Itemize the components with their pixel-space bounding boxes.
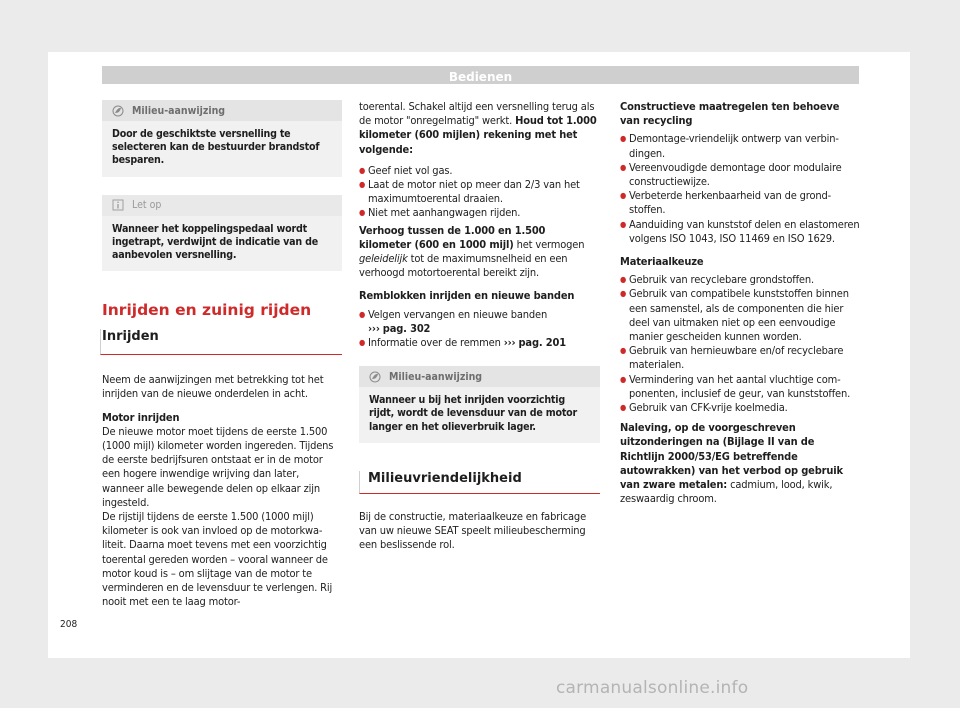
recycling-heading: Constructieve maatregelen ten behoeve van recycling	[620, 100, 840, 128]
increase-tail: tot de maximumsnelheid en een verhoogd motortoerental bereikt zijn.	[359, 252, 568, 280]
list-item	[359, 336, 600, 350]
subsection-heading-block	[100, 329, 342, 355]
reference-arrow: ›››	[503, 336, 516, 350]
list-item: ● Laat de motor niet op meer dan 2/3 van het maximumtoerental draaien.	[359, 178, 600, 206]
list-item-text: Informatie over de remmen	[368, 336, 501, 350]
environment-note-header	[102, 100, 342, 121]
reference-arrow: ›››	[368, 321, 380, 335]
heavy-metals-paragraph	[620, 421, 860, 506]
list-item: ● Vereenvoudigde demontage door modulaire constructiewijze.	[620, 161, 860, 189]
heavy-metals-text: cadmium, lood, kwik, zeswaardig chroom.	[620, 478, 833, 506]
motor-paragraph-1: De nieuwe motor moet tijdens de eerste 1.500 (1000 mijl) kilometer worden ingereden. Tijdens de eerste bedrijfsuren ontstaat er in de motor een hogere inwendige wrijving dan later, wanneer alle bewegende delen op elkaar zijn ingesteld.	[102, 424, 334, 509]
motor-paragraph-2: De rijstijl tijdens de eerste 1.500 (1000 mijl) kilometer is ook van invloed op de motorkwaliteit. Daarna moet tevens met een voorzichtig toerental gereden worden – vooral wanneer de motor koud is – om slijtage van de motor te verminderen en de levensduur te verlengen. Rij nooit met een te laag motor-	[102, 510, 333, 609]
leaf-icon	[112, 105, 124, 117]
list-item: ● Gebruik van compatibele kunststoffen binnen een samenstel, als de componenten die hier deel van uitmaken niet op een eenvoudige manier gescheiden kunnen worden.	[620, 287, 860, 344]
column-3	[620, 100, 860, 506]
section-header-bar	[102, 66, 859, 84]
environment-note-body	[359, 387, 600, 443]
environment-paragraph: Bij de constructie, materiaalkeuze en fabricage van uw nieuwe SEAT speelt milieubescherming een beslissende rol.	[359, 509, 587, 552]
increase-text: het vermogen	[516, 237, 585, 251]
list-item: ● Niet met aanhangwagen rijden.	[359, 206, 600, 220]
column-2	[359, 100, 600, 552]
info-icon	[112, 199, 124, 211]
note-header	[102, 195, 342, 216]
environment-note-box	[102, 100, 342, 177]
intro-paragraph: Neem de aanwijzingen met betrekking tot het inrijden van de nieuwe onderdelen in acht.	[102, 373, 324, 401]
increase-italic: geleidelijk	[359, 252, 408, 266]
note-body	[102, 216, 342, 272]
section-header-title: Bedienen	[448, 70, 513, 84]
leaf-icon	[369, 371, 381, 383]
list-item: ● Gebruik van recyclebare grondstoffen.	[620, 273, 860, 287]
list-item	[359, 308, 600, 336]
increase-bold: Verhoog tussen de 1.000 en 1.500 kilometer (600 en 1000 mijl)	[359, 223, 546, 251]
list-item-text: Velgen vervangen en nieuwe banden	[368, 307, 548, 321]
note-text: Wanneer het koppelingspedaal wordt ingetrapt, verdwijnt de indicatie van de aanbevolen versnelling.	[112, 222, 318, 262]
note-title: Let op	[132, 199, 162, 212]
section-title-2: Milieuvriendelijkheid	[368, 470, 522, 486]
environment-note-box-2	[359, 366, 600, 443]
page-number: 208	[60, 619, 78, 630]
watermark: carmanualsonline.info	[556, 678, 749, 698]
heavy-metals-bold: Naleving, op de voorgeschreven uitzonderingen na (Bijlage II van de Richtlijn 2000/53/EG betreffende autowrakken) van het verbod op gebruik van zware metalen:	[620, 421, 843, 492]
list-item: ● Aanduiding van kunststof delen en elastomeren volgens ISO 1043, ISO 11469 en ISO 1629.	[620, 218, 860, 246]
motor-heading: Motor inrijden	[102, 410, 180, 424]
section-heading-block	[102, 301, 342, 355]
subsection-title: Inrijden	[102, 329, 159, 345]
brakes-heading: Remblokken inrijden en nieuwe banden	[359, 289, 575, 303]
page-reference-link[interactable]: pag. 201	[518, 336, 566, 350]
continued-text: toerental. Schakel altijd een versnelling terug als de motor "onregelmatig" werkt.	[359, 100, 595, 128]
list-item: ● Geef niet vol gas.	[359, 164, 600, 178]
increase-paragraph	[359, 224, 600, 281]
list-item: ● Gebruik van hernieuwbare en/of recyclebare materialen.	[620, 344, 860, 372]
continued-bold: Houd tot 1.000 kilometer (600 mijlen) rekening met het volgende:	[359, 114, 597, 156]
environment-note-text: Wanneer u bij het inrijden voorzichtig rijdt, wordt de levensduur van de motor langer en het olieverbruik lager.	[369, 394, 578, 433]
list-item: ● Verbeterde herkenbaarheid van de grondstoffen.	[620, 189, 860, 217]
environment-note-title: Milieu-aanwijzing	[132, 104, 226, 117]
recycling-list	[620, 132, 860, 246]
run-in-list	[359, 164, 600, 221]
material-heading: Materiaalkeuze	[620, 255, 704, 269]
section-heading-block-2	[359, 471, 600, 494]
list-item: ● Demontage-vriendelijk ontwerp van verbindingen.	[620, 132, 860, 160]
list-item: ● Vermindering van het aantal vluchtige componenten, inclusief de geur, van kunststoffen.	[620, 373, 860, 401]
environment-note-header	[359, 366, 600, 387]
environment-note-text: Door de geschiktste versnelling te selecteren kan de bestuurder brandstof besparen.	[112, 128, 320, 167]
environment-note-body	[102, 121, 342, 177]
note-box	[102, 195, 342, 272]
list-item: ● Gebruik van CFK-vrije koelmedia.	[620, 401, 860, 415]
column-1	[102, 100, 342, 609]
brakes-list	[359, 308, 600, 351]
page-reference-link[interactable]: pag. 302	[382, 321, 431, 335]
environment-note-title: Milieu-aanwijzing	[389, 370, 483, 383]
section-title: Inrijden en zuinig rijden	[102, 301, 312, 320]
continued-paragraph	[359, 100, 600, 157]
material-list	[620, 273, 860, 415]
